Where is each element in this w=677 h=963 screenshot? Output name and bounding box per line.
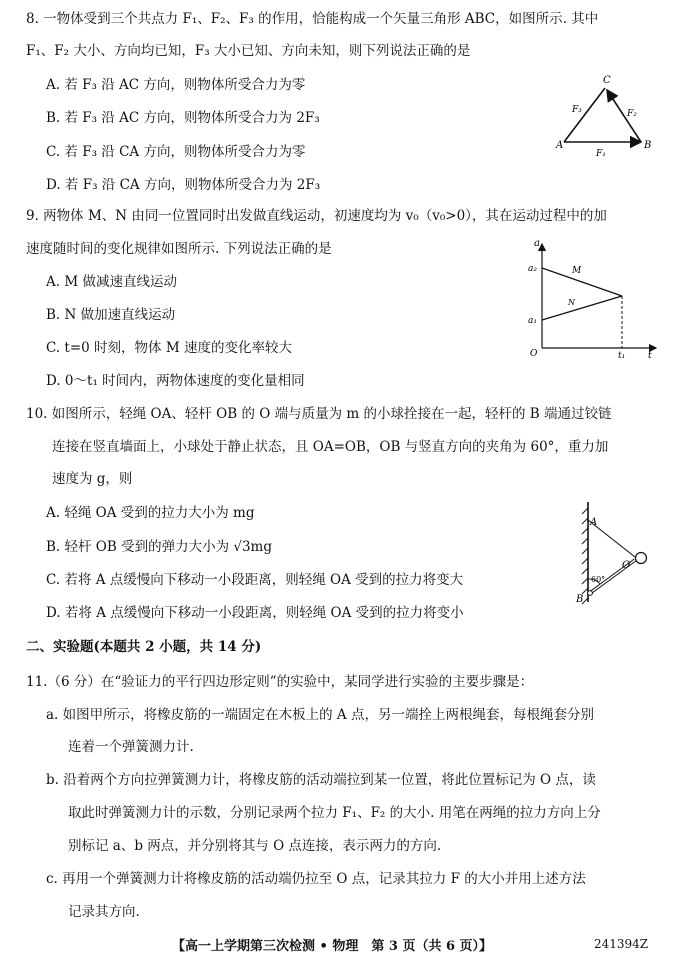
q9-option-d: D. 0～t₁ 时间内，两物体速度的变化量相同 bbox=[46, 373, 305, 389]
q10-wall-hatching bbox=[582, 508, 588, 604]
q11-step-b-line2: 取此时弹簧测力计的示数，分别记录两个拉力 F₁、F₂ 的大小. 用笔在两绳的拉力方向上分 bbox=[68, 805, 601, 821]
q8-label-f1: F₁ bbox=[596, 149, 606, 159]
q8-stem-line2: F₁、F₂ 大小、方向均已知，F₃ 大小已知、方向未知，则下列说法正确的是 bbox=[26, 43, 471, 59]
q11-step-b-line3: 别标记 a、b 两点，并分别将其与 O 点连接，表示两力的方向. bbox=[68, 838, 442, 854]
q8-option-a: A. 若 F₃ 沿 AC 方向，则物体所受合力为零 bbox=[46, 77, 306, 93]
q8-stem-line1: 8. 一物体受到三个共点力 F₁、F₂、F₃ 的作用，恰能构成一个矢量三角形 ABC，如图所示. 其中 bbox=[26, 11, 599, 27]
q11-step-a-line1: a. 如图甲所示，将橡皮筋的一端固定在木板上的 A 点，另一端拴上两根绳套，每根绳套分别 bbox=[46, 707, 594, 723]
q9-stem-line2: 速度随时间的变化规律如图所示. 下列说法正确的是 bbox=[26, 241, 332, 257]
q8-force-triangle-figure bbox=[548, 72, 658, 162]
q9-option-c: C. t=0 时刻，物体 M 速度的变化率较大 bbox=[46, 340, 292, 356]
q8-option-b: B. 若 F₃ 沿 AC 方向，则物体所受合力为 2F₃ bbox=[46, 110, 320, 126]
q10-label-b: B bbox=[576, 594, 584, 605]
q9-option-a: A. M 做减速直线运动 bbox=[46, 274, 177, 290]
q9-label-o: O bbox=[530, 349, 538, 359]
q8-label-f2: F₂ bbox=[627, 109, 637, 119]
q9-line-m bbox=[542, 268, 622, 296]
q10-option-d: D. 若将 A 点缓慢向下移动一小段距离，则轻绳 OA 受到的拉力将变小 bbox=[46, 605, 464, 621]
q10-label-angle: 60° bbox=[591, 575, 606, 584]
q9-label-a1: a₁ bbox=[528, 316, 537, 326]
q10-option-c: C. 若将 A 点缓慢向下移动一小段距离，则轻绳 OA 受到的拉力将变大 bbox=[46, 572, 464, 588]
q10-stem-line2: 连接在竖直墙面上，小球处于静止状态，且 OA=OB，OB 与竖直方向的夹角为 60°，重力加 bbox=[52, 439, 609, 455]
q11-intro: 11.（6 分）在“验证力的平行四边形定则”的实验中，某同学进行实验的主要步骤是： bbox=[26, 674, 534, 690]
q8-label-c: C bbox=[603, 75, 611, 86]
q9-stem-line1: 9. 两物体 M、N 由同一位置同时出发做直线运动，初速度均为 v₀（v₀>0），其在运动过程中的加 bbox=[26, 208, 607, 224]
q11-step-c-line2: 记录其方向. bbox=[68, 904, 140, 920]
q8-label-a: A bbox=[556, 140, 564, 151]
q11-step-a-line2: 连着一个弹簧测力计. bbox=[68, 739, 194, 755]
section-2-heading: 二、实验题(本题共 2 小题，共 14 分) bbox=[26, 639, 262, 655]
q9-line-n bbox=[542, 296, 622, 320]
q10-ball bbox=[636, 553, 647, 564]
q9-acceleration-time-graph bbox=[524, 238, 664, 360]
q8-option-c: C. 若 F₃ 沿 CA 方向，则物体所受合力为零 bbox=[46, 144, 306, 160]
q8-option-d: D. 若 F₃ 沿 CA 方向，则物体所受合力为 2F₃ bbox=[46, 177, 321, 193]
page-footer-title: 【高一上学期第三次检测 • 物理 第 3 页（共 6 页）】 bbox=[172, 939, 493, 954]
q10-stem-line1: 10. 如图所示，轻绳 OA、轻杆 OB 的 O 端与质量为 m 的小球拴接在一起，轻杆的 B 端通过铰链 bbox=[26, 406, 612, 422]
q8-label-b: B bbox=[644, 140, 652, 151]
q8-side-ac bbox=[564, 88, 605, 142]
q10-option-b: B. 轻杆 OB 受到的弹力大小为 √3mg bbox=[46, 539, 272, 555]
q10-option-a: A. 轻绳 OA 受到的拉力大小为 mg bbox=[46, 505, 255, 521]
q8-label-f3: F₃ bbox=[572, 105, 582, 115]
page-footer-code: 241394Z bbox=[594, 937, 649, 951]
q11-step-b-line1: b. 沿着两个方向拉弹簧测力计，将橡皮筋的活动端拉到某一位置，将此位置标记为 O 点，读 bbox=[46, 772, 596, 788]
q10-label-o: O bbox=[622, 560, 631, 571]
q10-label-a: A bbox=[590, 517, 598, 528]
q11-step-c-line1: c. 再用一个弹簧测力计将橡皮筋的活动端仍拉至 O 点，记录其拉力 F 的大小并用上述方法 bbox=[46, 871, 586, 887]
q9-label-n: N bbox=[568, 298, 575, 307]
q10-stem-line3: 速度为 g，则 bbox=[52, 471, 133, 487]
q9-label-a2: a₂ bbox=[528, 264, 537, 274]
q9-label-t: t bbox=[648, 351, 652, 360]
q9-label-m: M bbox=[572, 266, 582, 276]
q9-option-b: B. N 做加速直线运动 bbox=[46, 307, 176, 323]
q9-label-t1: t₁ bbox=[618, 351, 626, 360]
q10-hinge-b bbox=[588, 591, 593, 596]
q10-wall-rope-rod-figure bbox=[570, 498, 660, 608]
q9-label-a: a bbox=[534, 238, 540, 249]
